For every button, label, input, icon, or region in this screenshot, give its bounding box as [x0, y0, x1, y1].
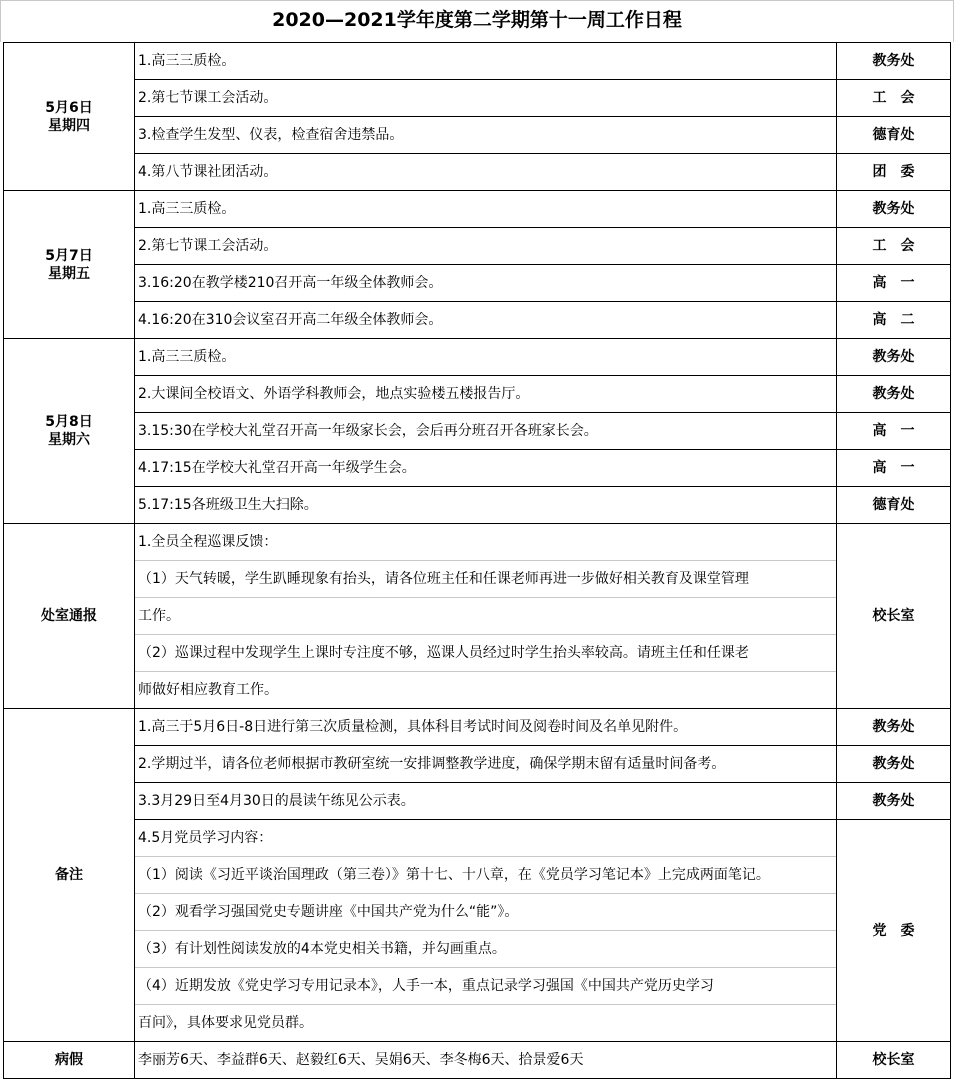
gridline — [134, 782, 951, 783]
gridline — [134, 264, 951, 265]
gridline — [134, 1004, 836, 1005]
gridline — [950, 42, 951, 1079]
dept-cell: 教务处 — [872, 53, 915, 69]
schedule-item: 2.大课间全校语文、外语学科教师会，地点实验楼五楼报告厅。 — [138, 386, 530, 402]
party-line: 百问》，具体要求见党员群。 — [138, 1015, 313, 1031]
dept-cell: 党 委 — [872, 922, 915, 939]
dept-cell: 德育处 — [872, 127, 915, 143]
gridline — [0, 0, 954, 1]
remarks-label: 备注 — [55, 867, 83, 883]
gridline — [134, 153, 951, 154]
schedule-item: 3.15:30在学校大礼堂召开高一年级家长会，会后再分班召开各班家长会。 — [138, 423, 598, 439]
dept-cell: 教务处 — [872, 793, 915, 809]
page-title: 2020—2021学年度第二学期第十一周工作日程 — [272, 9, 682, 31]
dept-cell: 教务处 — [872, 386, 915, 402]
dept-cell: 教务处 — [872, 201, 915, 217]
gridline — [134, 893, 836, 894]
gridline — [134, 79, 951, 80]
dept-cell: 高 一 — [872, 460, 915, 476]
gridline — [134, 597, 836, 598]
day-label-3 — [4, 339, 134, 523]
day-weekday: 星期六 — [48, 432, 90, 448]
day-date: 5月7日 — [45, 247, 93, 264]
day-label-1 — [4, 43, 134, 190]
day-weekday: 星期四 — [48, 117, 90, 134]
gridline — [3, 190, 951, 191]
gridline — [134, 375, 951, 376]
day-date: 5月6日 — [45, 99, 93, 116]
schedule-item: 1.高三三质检。 — [138, 349, 236, 365]
gridline — [134, 301, 951, 302]
dept-cell: 校长室 — [872, 1052, 915, 1068]
gridline — [134, 227, 951, 228]
notice-label: 处室通报 — [41, 608, 97, 624]
party-line: （2）观看学习强国党史专题讲座《中国共产党为什么“能”》。 — [138, 904, 519, 920]
gridline — [3, 338, 951, 339]
gridline — [134, 634, 836, 635]
dept-cell: 教务处 — [872, 349, 915, 365]
gridline — [134, 967, 836, 968]
sick-leave-names: 李丽芳6天、李益群6天、赵毅红6天、吴娟6天、李冬梅6天、拾景爱6天 — [138, 1052, 584, 1068]
party-line: 4.5月党员学习内容： — [138, 830, 273, 846]
sick-leave-label: 病假 — [55, 1052, 83, 1068]
dept-cell: 教务处 — [872, 719, 915, 735]
remark-item: 2.学期过半，请各位老师根据市教研室统一安排调整教学进度，确保学期末留有适量时间备考。 — [138, 756, 726, 772]
dept-cell: 工 会 — [872, 238, 915, 254]
gridline — [3, 1078, 951, 1079]
schedule-item: 4.17:15在学校大礼堂召开高一年级学生会。 — [138, 460, 416, 476]
party-line: （3）有计划性阅读发放的4本党史相关书籍，并勾画重点。 — [138, 941, 506, 957]
day-label-2 — [4, 191, 134, 338]
gridline — [134, 745, 951, 746]
dept-cell: 团 委 — [872, 164, 915, 180]
schedule-item: 2.第七节课工会活动。 — [138, 238, 278, 254]
dept-cell: 教务处 — [872, 756, 915, 772]
gridline — [3, 523, 951, 524]
gridline — [134, 42, 135, 1079]
gridline — [134, 930, 836, 931]
gridline — [134, 449, 951, 450]
dept-cell: 高 二 — [872, 312, 915, 328]
gridline — [134, 560, 836, 561]
gridline — [3, 42, 951, 43]
gridline — [134, 412, 951, 413]
dept-cell: 高 一 — [872, 275, 915, 291]
schedule-item: 5.17:15各班级卫生大扫除。 — [138, 497, 318, 513]
day-weekday: 星期五 — [48, 265, 90, 282]
dept-cell: 高 一 — [872, 423, 915, 439]
gridline — [134, 671, 836, 672]
dept-cell: 德育处 — [872, 497, 915, 513]
gridline — [134, 819, 951, 820]
schedule-item: 3.16:20在教学楼210召开高一年级全体教师会。 — [138, 275, 443, 291]
gridline — [3, 1041, 951, 1042]
gridline — [3, 708, 951, 709]
notice-line: 师做好相应教育工作。 — [138, 682, 278, 698]
dept-cell: 工 会 — [872, 90, 915, 106]
schedule-item: 4.16:20在310会议室召开高二年级全体教师会。 — [138, 312, 443, 328]
day-date: 5月8日 — [45, 414, 93, 430]
party-line: （1）阅读《习近平谈治国理政（第三卷）》第十七、十八章，在《党员学习笔记本》上完成两面笔记。 — [138, 866, 770, 883]
notice-line: （2）巡课过程中发现学生上课时专注度不够，巡课人员经过时学生抬头率较高。请班主任和任课老 — [138, 645, 749, 661]
dept-cell: 校长室 — [872, 608, 915, 624]
gridline — [836, 42, 837, 1079]
schedule-item: 1.高三三质检。 — [138, 201, 236, 217]
gridline — [134, 116, 951, 117]
remark-item: 3.3月29日至4月30日的晨读午练见公示表。 — [138, 793, 415, 809]
party-line: （4）近期发放《党史学习专用记录本》，人手一本，重点记录学习强国《中国共产党历史学习 — [138, 978, 714, 994]
notice-line: （1）天气转暖，学生趴睡现象有抬头，请各位班主任和任课老师再进一步做好相关教育及课堂管理 — [138, 571, 749, 587]
schedule-item: 2.第七节课工会活动。 — [138, 90, 278, 106]
gridline — [3, 42, 4, 1079]
notice-line: 工作。 — [138, 608, 180, 624]
notice-line: 1.全员全程巡课反馈： — [138, 534, 278, 550]
gridline — [134, 486, 951, 487]
remark-item: 1.高三于5月6日-8日进行第三次质量检测，具体科目考试时间及阅卷时间及名单见附件。 — [138, 719, 688, 735]
gridline — [0, 0, 1, 42]
schedule-item: 3.检查学生发型、仪表，检查宿舍违禁品。 — [138, 127, 404, 143]
schedule-item: 4.第八节课社团活动。 — [138, 164, 278, 180]
gridline — [134, 856, 836, 857]
schedule-item: 1.高三三质检。 — [138, 53, 236, 69]
